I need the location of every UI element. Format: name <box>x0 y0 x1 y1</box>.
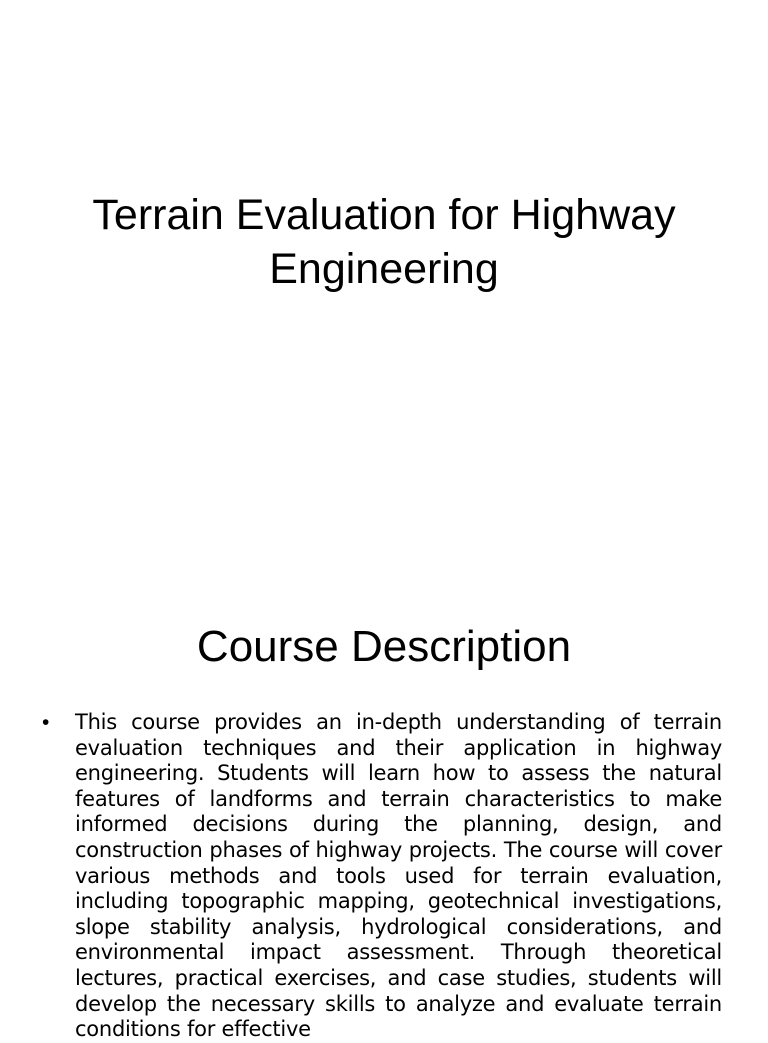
slide-divider <box>0 576 768 586</box>
bullet-marker: • <box>42 711 50 734</box>
slide-title: Terrain Evaluation for Highway Engineering <box>92 191 676 293</box>
course-description-slide <box>0 586 768 1042</box>
section-title: Course Description <box>196 622 572 671</box>
bullet-text: This course provides an in-depth understanding of terrain evaluation techniques and their application in highway engineering. Students will learn how to assess the natural features of landforms and terrain characteristics to make informed decisions during the planning, design, and construction phases of highway projects. The course will cover various methods and tools used for terrain evaluation, including topographic mapping, geotechnical investigations, slope stability analysis, hydrological considerations, and environmental impact assessment. Through theoretical lectures, practical exercises, and case studies, students will develop the necessary skills to analyze and evaluate terrain conditions for effective <box>75 710 722 1042</box>
bullet-item <box>42 710 722 1043</box>
bullet-list <box>42 710 722 1043</box>
